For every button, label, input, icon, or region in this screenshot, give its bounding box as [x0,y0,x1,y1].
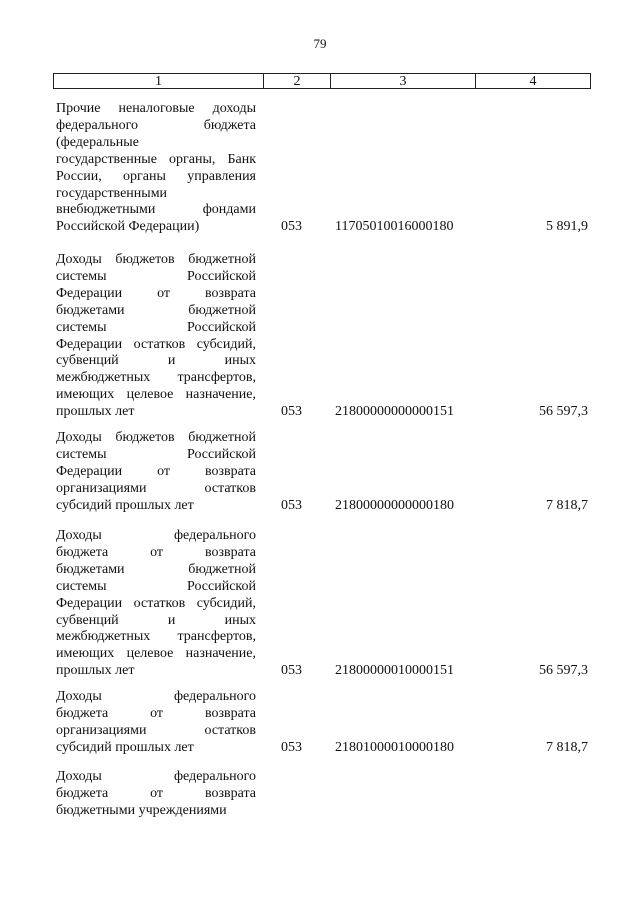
header-col-4: 4 [529,74,537,89]
description-line: бюджетами бюджетной [56,561,256,577]
description-line: субвенций и иных [56,612,256,628]
header-col-3: 3 [331,74,476,88]
row-amount: 56 597,3 [539,663,588,679]
row-kbk: 21801000010000180 [335,739,454,755]
header-col-2: 2 [264,74,331,88]
description-line: Доходы федерального [56,769,256,784]
description-line: прошлых лет [56,404,135,420]
row-code: 053 [281,497,302,513]
table-header-row [53,73,591,89]
table-row [53,769,591,820]
table-row [53,689,591,757]
description-line: субвенций и иных [56,353,256,369]
description-line: имеющих целевое назначение, [56,387,256,403]
description-line: прошлых лет [56,663,135,679]
table-row [53,528,591,680]
description-line: организациями остатков [56,722,256,738]
description-line: Доходы бюджетов бюджетной [56,252,256,267]
description-line: Федерации остатков субсидий, [56,336,256,352]
description-line: (федеральные [56,134,139,150]
description-line: субсидий прошлых лет [56,739,194,755]
row-kbk: 21800000000000151 [335,404,454,420]
description-line: государственные органы, Банк [56,151,256,167]
description-line: Федерации остатков субсидий, [56,595,256,611]
description-line: межбюджетных трансфертов, [56,629,256,645]
description-line: системы Российской [56,446,256,462]
table-row [53,430,591,515]
row-code: 053 [281,219,302,235]
page-number: 79 [313,36,327,51]
row-description [56,252,256,421]
row-amount: 5 891,9 [546,219,588,235]
description-line: системы Российской [56,268,256,284]
description-line: бюджета от возврата [56,705,256,721]
row-amount: 7 818,7 [546,497,588,513]
description-line: бюджета от возврата [56,785,256,801]
row-kbk: 21800000010000151 [335,663,454,679]
row-code: 053 [281,404,302,420]
description-line: имеющих целевое назначение, [56,646,256,662]
row-code: 053 [281,663,302,679]
description-line: бюджетными учреждениями [56,802,227,818]
description-line: государственными [56,185,168,201]
description-line: Доходы федерального [56,528,256,543]
description-line: субсидий прошлых лет [56,497,194,513]
row-description [56,769,256,820]
row-kbk: 11705010016000180 [335,219,454,235]
row-amount: 56 597,3 [539,404,588,420]
table-row [53,252,591,421]
row-kbk: 21800000000000180 [335,497,454,513]
row-code: 053 [281,739,302,755]
header-col-1: 1 [54,74,264,88]
description-line: Федерации от возврата [56,285,256,301]
description-line: организациями остатков [56,480,256,496]
row-description [56,528,256,680]
description-line: Прочие неналоговые доходы [56,101,256,116]
description-line: межбюджетных трансфертов, [56,370,256,386]
description-line: федерального бюджета [56,117,256,133]
description-line: системы Российской [56,319,256,335]
description-line: Федерации от возврата [56,463,256,479]
description-line: России, органы управления [56,168,256,184]
description-line: системы Российской [56,578,256,594]
row-description [56,430,256,515]
table-row [53,101,591,236]
row-amount: 7 818,7 [546,739,588,755]
description-line: Доходы бюджетов бюджетной [56,430,256,445]
description-line: внебюджетными фондами [56,202,256,218]
row-description [56,689,256,757]
description-line: бюджетами бюджетной [56,302,256,318]
description-line: бюджета от возврата [56,544,256,560]
description-line: Доходы федерального [56,689,256,704]
description-line: Российской Федерации) [56,219,200,235]
row-description [56,101,256,236]
